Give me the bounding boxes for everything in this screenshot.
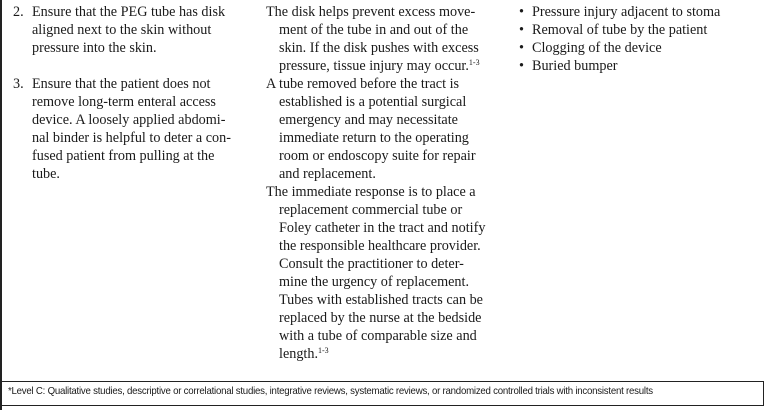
bullet-icon: • xyxy=(519,22,524,38)
table-left-border xyxy=(0,0,2,410)
bullet-icon: • xyxy=(519,58,524,74)
rationale-text-line: skin. If the disk pushes with excess xyxy=(279,40,479,56)
footnote: *Level C: Qualitative studies, descriptive or correlational studies, integrative reviews, systematic reviews, or randomized controlled trials with inconsistent results xyxy=(8,386,653,397)
rationale-text-line: The disk helps prevent excess move- xyxy=(266,4,476,20)
footnote-right-border xyxy=(763,381,764,406)
rationale-text-line: with a tube of comparable size and xyxy=(279,328,477,344)
step-text-line: aligned next to the skin without xyxy=(32,22,212,38)
step-text-line: device. A loosely applied abdomi- xyxy=(32,112,226,128)
step-text-line: Ensure that the PEG tube has disk xyxy=(32,4,226,20)
step-text-line: fused patient from pulling at the xyxy=(32,148,215,164)
step-text-line: remove long-term enteral access xyxy=(32,94,216,110)
rationale-text-line: room or endoscopy suite for repair xyxy=(279,148,476,164)
complication-item: Pressure injury adjacent to stoma xyxy=(532,4,721,20)
rationale-text-line: ment of the tube in and out of the xyxy=(279,22,469,38)
complication-item: Removal of tube by the patient xyxy=(532,22,708,38)
rationale-text-line: mine the urgency of replacement. xyxy=(279,274,470,290)
complication-item: Clogging of the device xyxy=(532,40,662,56)
reference-superscript: 1-3 xyxy=(318,346,329,355)
reference-superscript: 1-3 xyxy=(468,58,480,67)
rationale-text-line: The immediate response is to place a xyxy=(266,184,476,200)
rationale-text-line: Tubes with established tracts can be xyxy=(279,292,483,308)
step-number: 3. xyxy=(13,76,24,92)
rationale-text-line: Consult the practitioner to deter- xyxy=(279,256,464,272)
complication-item: Buried bumper xyxy=(532,58,618,74)
bullet-icon: • xyxy=(519,40,524,56)
rationale-text-line: length.$^{1-3}$ xyxy=(279,346,329,362)
rationale-text-line: and replacement. xyxy=(279,166,376,182)
step-text-line: Ensure that the patient does not xyxy=(32,76,211,92)
rationale-text-line: A tube removed before the tract is xyxy=(266,76,460,92)
rationale-text-line: replacement commercial tube or xyxy=(279,202,463,218)
rationale-text-line: emergency and may necessitate xyxy=(279,112,458,128)
footnote-top-rule xyxy=(0,381,764,382)
rationale-text-line: pressure, tissue injury may occur.$^{1-3}$ xyxy=(279,58,480,74)
rationale-text-line: the responsible healthcare provider. xyxy=(279,238,481,254)
footnote-bottom-rule xyxy=(0,405,764,406)
step-number: 2. xyxy=(13,4,24,20)
step-text-line: nal binder is helpful to deter a con- xyxy=(32,130,231,146)
rationale-text-line: replaced by the nurse at the bedside xyxy=(279,310,482,326)
rationale-text-line: established is a potential surgical xyxy=(279,94,467,110)
bullet-icon: • xyxy=(519,4,524,20)
step-text-line: pressure into the skin. xyxy=(32,40,157,56)
rationale-text-line: immediate return to the operating xyxy=(279,130,469,146)
rationale-text-line: Foley catheter in the tract and notify xyxy=(279,220,486,236)
step-text-line: tube. xyxy=(32,166,60,182)
